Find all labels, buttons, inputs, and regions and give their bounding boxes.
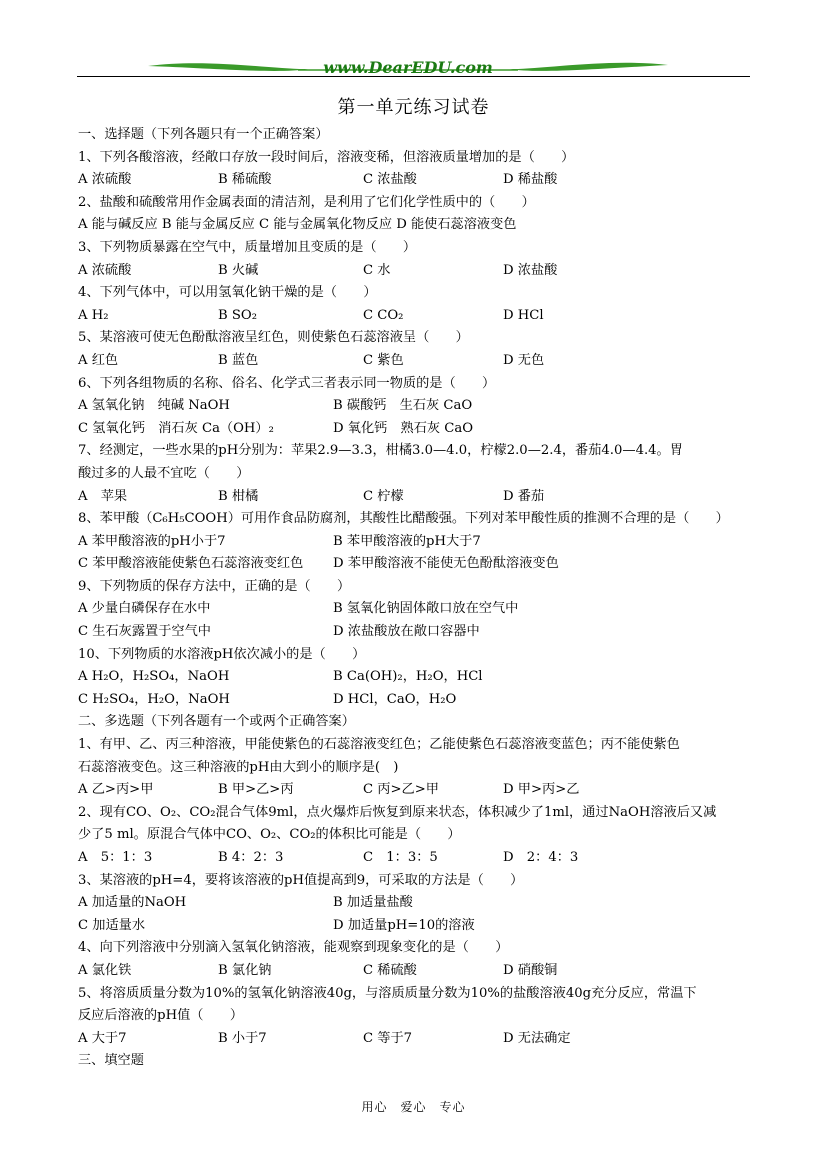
answer-option: D 无色: [503, 352, 545, 368]
answer-option: A 浓硫酸: [78, 262, 132, 278]
options-row: [78, 169, 754, 192]
options-row: [78, 1028, 754, 1051]
question-stem: 3、下列物质暴露在空气中，质量增加且变质的是（ ）: [78, 239, 417, 255]
answer-option: A H₂: [78, 307, 109, 323]
answer-option: D 稀盐酸: [503, 172, 558, 188]
answer-option: A H₂O，H₂SO₄，NaOH: [78, 669, 230, 685]
page-title: 第一单元练习试卷: [337, 97, 490, 118]
options-row: [78, 553, 754, 576]
answer-option: C 等于7: [363, 1030, 413, 1046]
question-stem: 8、苯甲酸（C₆H₅COOH）可用作食品防腐剂，其酸性比醋酸强。下列对苯甲酸性质的推测不合理的是（ ）: [78, 511, 729, 527]
answer-option: B 4：2：3: [218, 850, 284, 865]
options-row: [78, 531, 754, 554]
answer-option: A 少量白磷保存在水中: [78, 601, 211, 617]
question-stem-continued: 石蕊溶液变色。这三种溶液的pH由大到小的顺序是( ): [78, 759, 399, 775]
options-row: [78, 486, 754, 509]
header-rule: [77, 76, 750, 77]
answer-option: B 稀硫酸: [218, 172, 272, 188]
options-row: [78, 418, 754, 441]
answer-option: B 苯甲酸溶液的pH大于7: [333, 533, 481, 549]
answer-option: A 氢氧化钠 纯碱 NaOH: [78, 398, 230, 414]
question-stem: 5、某溶液可使无色酚酞溶液呈红色，则使紫色石蕊溶液呈（ ）: [78, 330, 469, 346]
answer-option: C 氢氧化钙 消石灰 Ca（OH）₂: [78, 420, 274, 436]
answer-option: C H₂SO₄，H₂O，NaOH: [78, 691, 230, 707]
answer-option: B 蓝色: [218, 352, 259, 368]
question-stem: 7、经测定，一些水果的pH分别为：苹果2.9—3.3，柑橘3.0—4.0，柠檬2.0—2.4，番茄4.0—4.4。胃: [78, 443, 683, 459]
section-heading: 二、多选题（下列各题有一个或两个正确答案）: [78, 714, 355, 730]
answer-option: D 甲>丙>乙: [503, 782, 580, 798]
answer-option: C 苯甲酸溶液能使紫色石蕊溶液变红色: [78, 556, 304, 572]
answer-option: D 番茄: [503, 488, 545, 504]
answer-option: C 稀硫酸: [363, 962, 417, 978]
answer-option: A 加适量的NaOH: [78, 895, 187, 911]
options-row: [78, 892, 754, 915]
answer-option: A 浓硫酸: [78, 172, 132, 188]
question-stem: 4、向下列溶液中分别滴入氢氧化钠溶液，能观察到现象变化的是（ ）: [78, 940, 509, 956]
question-stem: 2、盐酸和硫酸常用作金属表面的清洁剂，是利用了它们化学性质中的（ ）: [78, 194, 535, 210]
question-stem: 6、下列各组物质的名称、俗名、化学式三者表示同一物质的是（ ）: [78, 375, 496, 391]
question-stem: 1、下列各酸溶液，经敞口存放一段时间后，溶液变稀，但溶液质量增加的是（ ）: [78, 149, 575, 165]
options-row: [78, 915, 754, 938]
options-row: [78, 960, 754, 983]
answer-option: A 红色: [78, 352, 119, 368]
section-heading: 三、填空题: [78, 1053, 144, 1069]
answer-option: C CO₂: [363, 307, 404, 323]
answer-option: D 浓盐酸放在敞口容器中: [333, 624, 480, 640]
options-row: [78, 666, 754, 689]
exam-body: [78, 124, 754, 1073]
question-stem: 5、将溶质质量分数为10%的氢氧化钠溶液40g，与溶质质量分数为10%的盐酸溶液40g充分反应，常温下: [78, 985, 697, 1001]
answer-option: B 甲>乙>丙: [218, 782, 294, 798]
answer-option: A 大于7: [78, 1030, 127, 1046]
answer-option: C 加适量水: [78, 917, 146, 933]
answer-option: D HCl: [503, 307, 544, 323]
answer-option: B 氯化钠: [218, 962, 272, 978]
answer-option: A 苹果: [78, 488, 128, 504]
question-stem: 1、有甲、乙、丙三种溶液，甲能使紫色的石蕊溶液变红色；乙能使紫色石蕊溶液变蓝色；丙不能使紫色: [78, 737, 680, 753]
question-stem: 3、某溶液的pH=4，要将该溶液的pH值提高到9，可采取的方法是（ ）: [78, 872, 524, 888]
answer-option: C 紫色: [363, 352, 404, 368]
answer-option: D HCl，CaO，H₂O: [333, 691, 457, 707]
options-row: A 能与碱反应 B 能与金属反应 C 能与金属氧化物反应 D 能使石蕊溶液变色: [78, 217, 517, 233]
question-stem: 9、下列物质的保存方法中，正确的是（ ）: [78, 578, 351, 594]
answer-option: A 5：1：3: [78, 850, 153, 865]
options-row: [78, 395, 754, 418]
answer-option: C 丙>乙>甲: [363, 782, 439, 798]
options-row: [78, 779, 754, 802]
question-stem: 4、下列气体中，可以用氢氧化钠干燥的是（ ）: [78, 285, 377, 301]
options-row: [78, 598, 754, 621]
page-footer: 用心 爱心 专心: [361, 1100, 466, 1114]
answer-option: A 苯甲酸溶液的pH小于7: [78, 533, 226, 549]
question-stem: 10、下列物质的水溶液pH依次减小的是（ ）: [78, 646, 366, 662]
answer-option: D 2：4：3: [503, 850, 579, 865]
options-row: [78, 621, 754, 644]
question-stem: 2、现有CO、O₂、CO₂混合气体9ml，点火爆炸后恢复到原来状态，体积减少了1ml，通过NaOH溶液后又减: [78, 804, 717, 820]
answer-option: A 氯化铁: [78, 962, 132, 978]
answer-option: D 无法确定: [503, 1030, 571, 1046]
answer-option: B 柑橘: [218, 488, 259, 504]
answer-option: C 柠檬: [363, 488, 404, 504]
answer-option: B 小于7: [218, 1030, 267, 1046]
options-row: [78, 350, 754, 373]
answer-option: C 水: [363, 262, 391, 278]
question-stem-continued: 少了5 ml。原混合气体中CO、O₂、CO₂的体积比可能是（ ）: [78, 827, 461, 843]
options-row: [78, 305, 754, 328]
answer-option: D 硝酸铜: [503, 962, 558, 978]
answer-option: C 生石灰露置于空气中: [78, 624, 211, 640]
question-stem-continued: 反应后溶液的pH值（ ）: [78, 1008, 244, 1024]
options-row: [78, 847, 754, 870]
answer-option: D 氧化钙 熟石灰 CaO: [333, 420, 474, 436]
answer-option: B 氢氧化钠固体敞口放在空气中: [333, 601, 519, 617]
answer-option: D 加适量pH=10的溶液: [333, 917, 475, 933]
answer-option: C 浓盐酸: [363, 172, 417, 188]
logo-text: www.DearEDU.com: [323, 58, 493, 77]
answer-option: D 浓盐酸: [503, 262, 558, 278]
options-row: [78, 689, 754, 712]
answer-option: C 1：3：5: [363, 850, 438, 865]
answer-option: B SO₂: [218, 307, 258, 323]
answer-option: B 火碱: [218, 262, 259, 278]
answer-option: A 乙>丙>甲: [78, 782, 154, 798]
question-stem-continued: 酸过多的人最不宜吃（ ）: [78, 465, 250, 481]
options-row: [78, 260, 754, 283]
answer-option: B 加适量盐酸: [333, 895, 413, 911]
answer-option: D 苯甲酸溶液不能使无色酚酞溶液变色: [333, 556, 559, 572]
answer-option: B 碳酸钙 生石灰 CaO: [333, 398, 473, 414]
section-heading: 一、选择题（下列各题只有一个正确答案）: [78, 127, 329, 142]
answer-option: B Ca(OH)₂，H₂O，HCl: [333, 669, 483, 685]
